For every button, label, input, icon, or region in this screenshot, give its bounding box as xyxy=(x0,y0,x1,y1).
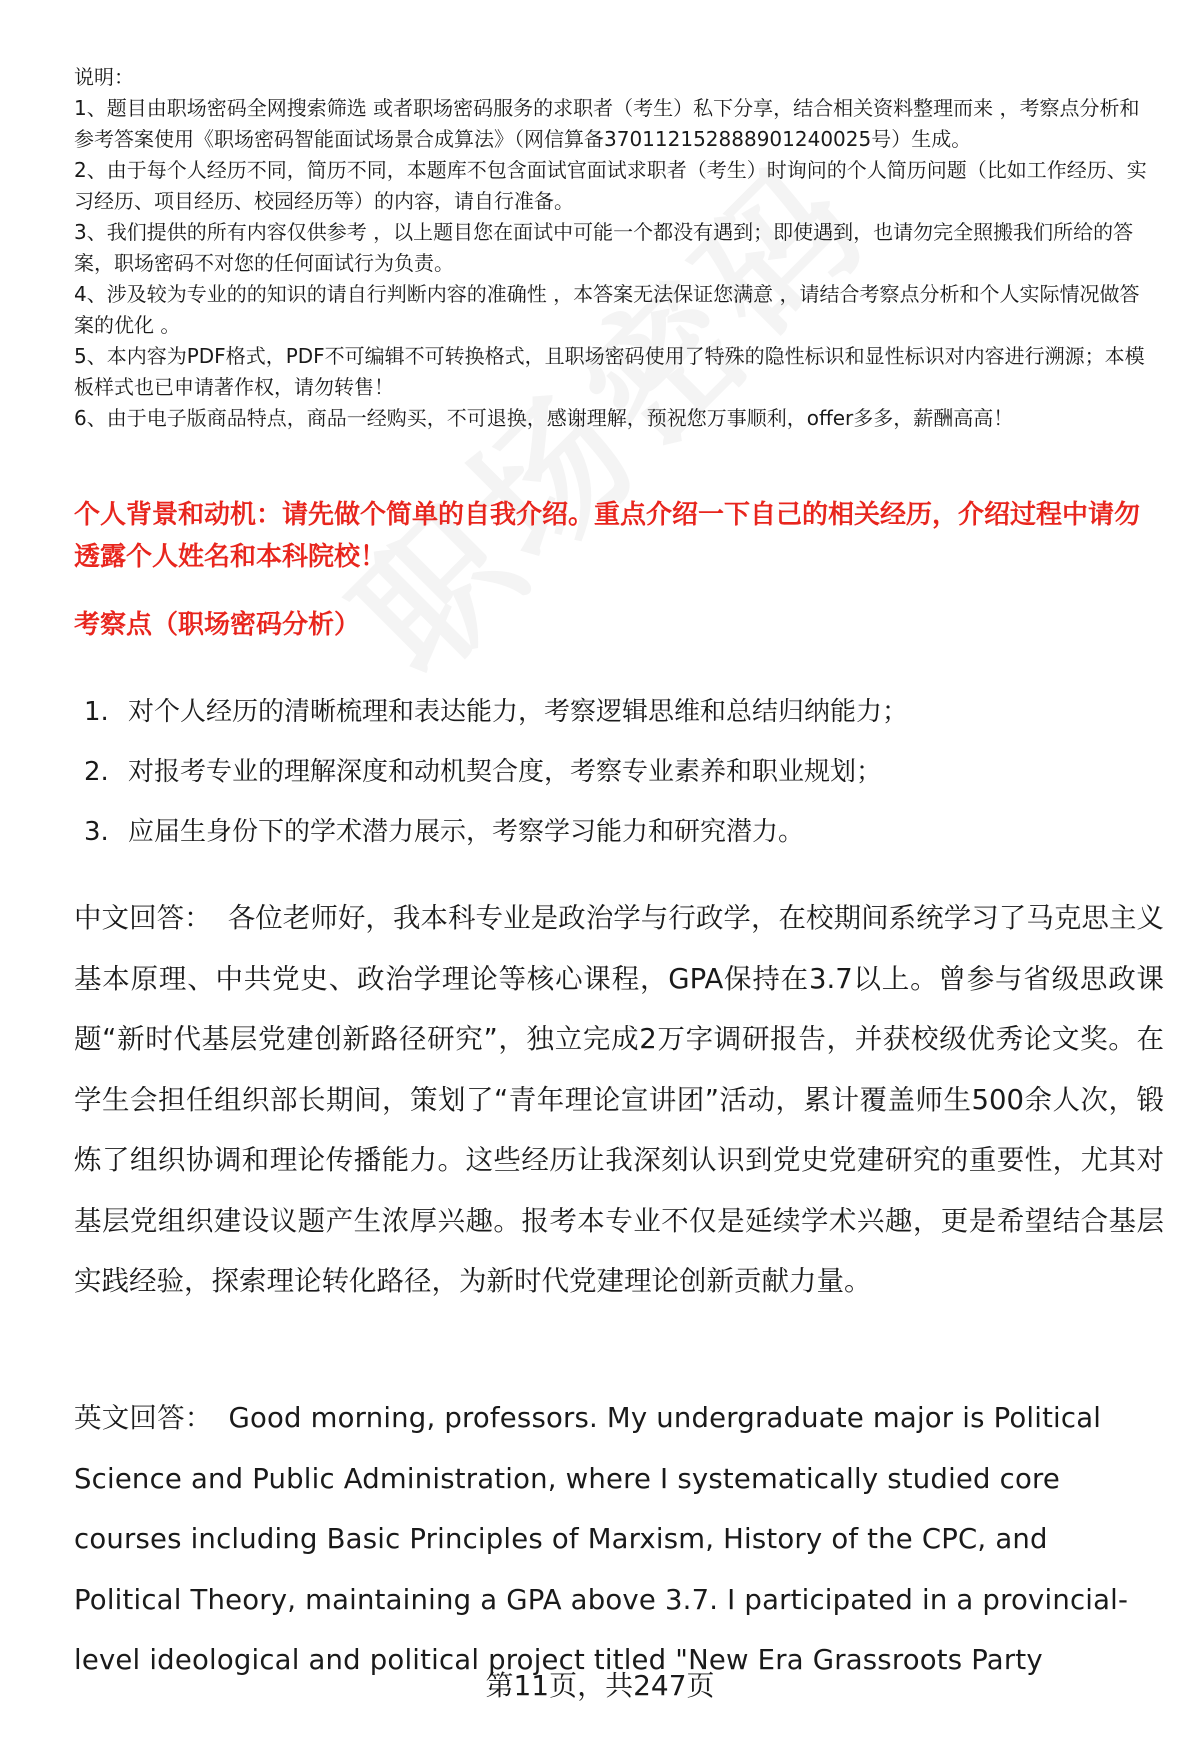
notes-section xyxy=(74,62,1159,434)
notes-item: 5、本内容为PDF格式，PDF不可编辑不可转换格式，且职场密码使用了特殊的隐性标识和显性标识对内容进行溯源；本模板样式也已申请著作权，请勿转售！ xyxy=(74,344,1145,399)
notes-item: 3、我们提供的所有内容仅供参考 ，以上题目您在面试中可能一个都没有遇到；即使遇到，也请勿完全照搬我们所给的答案，职场密码不对您的任何面试行为负责。 xyxy=(74,220,1134,275)
point-text: 对报考专业的理解深度和动机契合度，考察专业素养和职业规划； xyxy=(128,757,883,787)
point-number: 1. xyxy=(84,697,109,727)
analysis-point xyxy=(84,682,1164,742)
interview-question: 个人背景和动机：请先做个简单的自我介绍。重点介绍一下自己的相关经历，介绍过程中请勿透露个人姓名和本科院校！ xyxy=(74,500,1141,572)
point-number: 2. xyxy=(84,757,109,787)
chinese-answer-label: 中文回答： xyxy=(74,902,212,934)
notes-item: 2、由于每个人经历不同，简历不同，本题库不包含面试官面试求职者（考生）时询问的个人简历问题（比如工作经历、实习经历、项目经历、校园经历等）的内容，请自行准备。 xyxy=(74,158,1147,213)
analysis-point xyxy=(84,742,1164,802)
english-answer-text: Good morning, professors. My undergraduate major is Political Science and Public Administration, where I systematically studied core courses including Basic Principles of Marxism, History of the CPC, and Political Theory, maintaining a GPA above 3.7. I participated in a provincial-level ideological and political project titled "New Era Grassroots Party xyxy=(74,1402,1129,1676)
notes-item: 1、题目由职场密码全网搜索筛选 或者职场密码服务的求职者（考生）私下分享，结合相关资料整理而来 ，考察点分析和参考答案使用《职场密码智能面试场景合成算法》（网信算备370112152888901240025号）生成。 xyxy=(74,96,1140,151)
analysis-heading: 考察点（职场密码分析） xyxy=(74,610,361,640)
analysis-point xyxy=(84,802,1164,862)
point-text: 对个人经历的清晰梳理和表达能力，考察逻辑思维和总结归纳能力； xyxy=(128,697,909,727)
english-answer-label: 英文回答： xyxy=(74,1402,213,1434)
notes-item: 6、由于电子版商品特点，商品一经购买，不可退换，感谢理解，预祝您万事顺利，offer多多，薪酬高高！ xyxy=(74,406,1014,430)
chinese-answer xyxy=(74,888,1164,1312)
analysis-points xyxy=(84,682,1164,862)
page-number: 第11页，共247页 xyxy=(485,1669,715,1702)
notes-item: 4、涉及较为专业的的知识的请自行判断内容的准确性 ，本答案无法保证您满意 ，请结合考察点分析和个人实际情况做答案的优化 。 xyxy=(74,282,1140,337)
point-text: 应届生身份下的学术潜力展示，考察学习能力和研究潜力。 xyxy=(128,817,805,847)
notes-title: 说明： xyxy=(74,65,134,89)
chinese-answer-text: 各位老师好，我本科专业是政治学与行政学，在校期间系统学习了马克思主义基本原理、中共党史、政治学理论等核心课程，GPA保持在3.7以上。曾参与省级思政课题“新时代基层党建创新路径研究”，独立完成2万字调研报告，并获校级优秀论文奖。在学生会担任组织部长期间，策划了“青年理论宣讲团”活动，累计覆盖师生500余人次，锻炼了组织协调和理论传播能力。这些经历让我深刻认识到党史党建研究的重要性，尤其对基层党组织建设议题产生浓厚兴趣。报考本专业不仅是延续学术兴趣，更是希望结合基层实践经验，探索理论转化路径，为新时代党建理论创新贡献力量。 xyxy=(74,902,1165,1297)
point-number: 3. xyxy=(84,817,109,847)
english-answer xyxy=(74,1388,1144,1691)
